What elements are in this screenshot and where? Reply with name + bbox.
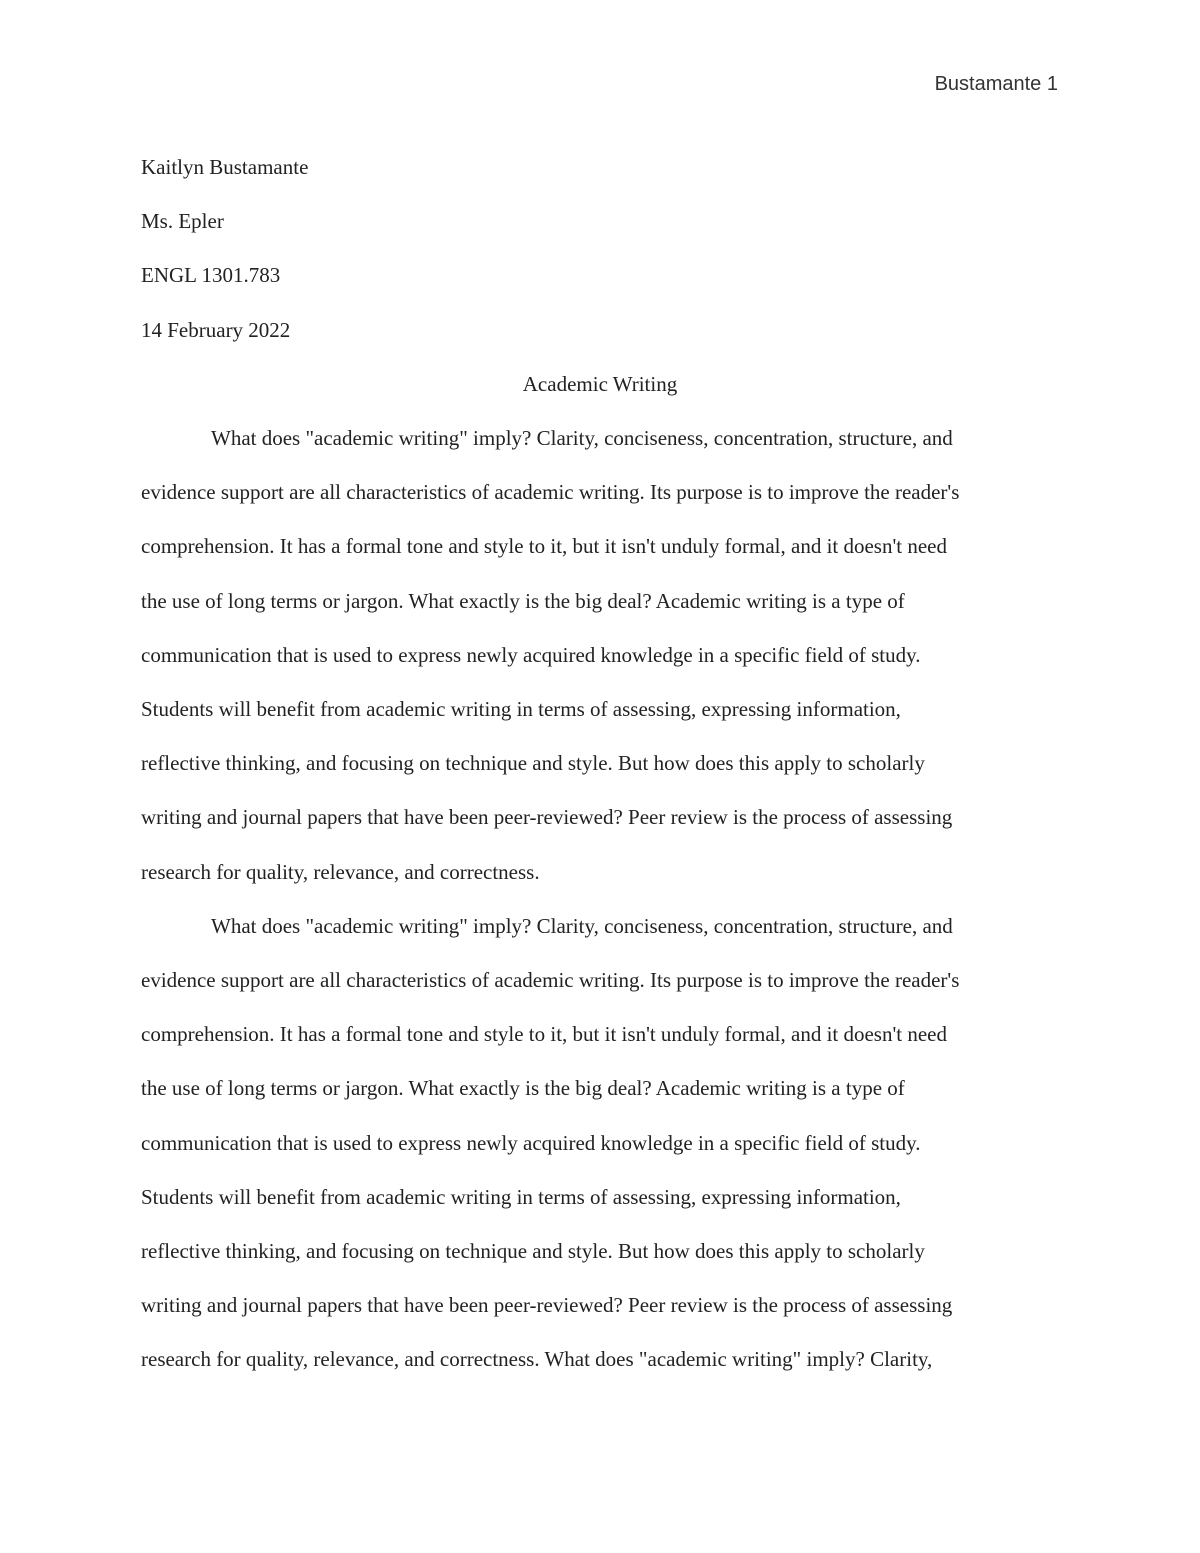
paragraph-line: reflective thinking, and focusing on technique and style. But how does this apply to scholarly bbox=[141, 1239, 925, 1264]
course-code: ENGL 1301.783 bbox=[141, 263, 281, 288]
submission-date: 14 February 2022 bbox=[141, 317, 291, 342]
paragraph-line: What does "academic writing" imply? Clarity, conciseness, concentration, structure, and bbox=[211, 426, 953, 451]
essay-title: Academic Writing bbox=[522, 371, 678, 396]
paragraph-line: comprehension. It has a formal tone and style to it, but it isn't unduly formal, and it doesn't need bbox=[141, 534, 947, 559]
paragraph-line: Students will benefit from academic writing in terms of assessing, expressing information, bbox=[141, 1184, 901, 1209]
paragraph-line: communication that is used to express newly acquired knowledge in a specific field of study. bbox=[141, 1130, 921, 1155]
paragraph-line: the use of long terms or jargon. What exactly is the big deal? Academic writing is a type of bbox=[141, 1076, 905, 1101]
paragraph-line: writing and journal papers that have been peer-reviewed? Peer review is the process of assessing bbox=[141, 1293, 953, 1318]
running-header: Bustamante 1 bbox=[934, 73, 1058, 95]
paragraph-line: research for quality, relevance, and correctness. What does "academic writing" imply? Clarity, bbox=[141, 1347, 933, 1372]
paragraph-line: reflective thinking, and focusing on technique and style. But how does this apply to scholarly bbox=[141, 751, 925, 776]
paragraph-line: research for quality, relevance, and correctness. bbox=[141, 859, 540, 884]
student-name: Kaitlyn Bustamante bbox=[141, 155, 309, 179]
paragraph-line: the use of long terms or jargon. What exactly is the big deal? Academic writing is a type of bbox=[141, 588, 905, 613]
paragraph bbox=[141, 899, 1059, 1387]
paragraph-line: Students will benefit from academic writing in terms of assessing, expressing information, bbox=[141, 697, 901, 722]
instructor-name: Ms. Epler bbox=[141, 209, 224, 234]
paragraph-line: evidence support are all characteristics of academic writing. Its purpose is to improve the reader's bbox=[141, 480, 960, 505]
document-body bbox=[141, 140, 1059, 1387]
paragraph bbox=[141, 411, 1059, 899]
paragraph-line: evidence support are all characteristics of academic writing. Its purpose is to improve the reader's bbox=[141, 968, 960, 993]
paragraph-line: writing and journal papers that have been peer-reviewed? Peer review is the process of assessing bbox=[141, 805, 953, 830]
paragraph-line: What does "academic writing" imply? Clarity, conciseness, concentration, structure, and bbox=[211, 913, 953, 938]
paragraph-line: communication that is used to express newly acquired knowledge in a specific field of study. bbox=[141, 642, 921, 667]
paragraph-line: comprehension. It has a formal tone and style to it, but it isn't unduly formal, and it doesn't need bbox=[141, 1022, 947, 1047]
